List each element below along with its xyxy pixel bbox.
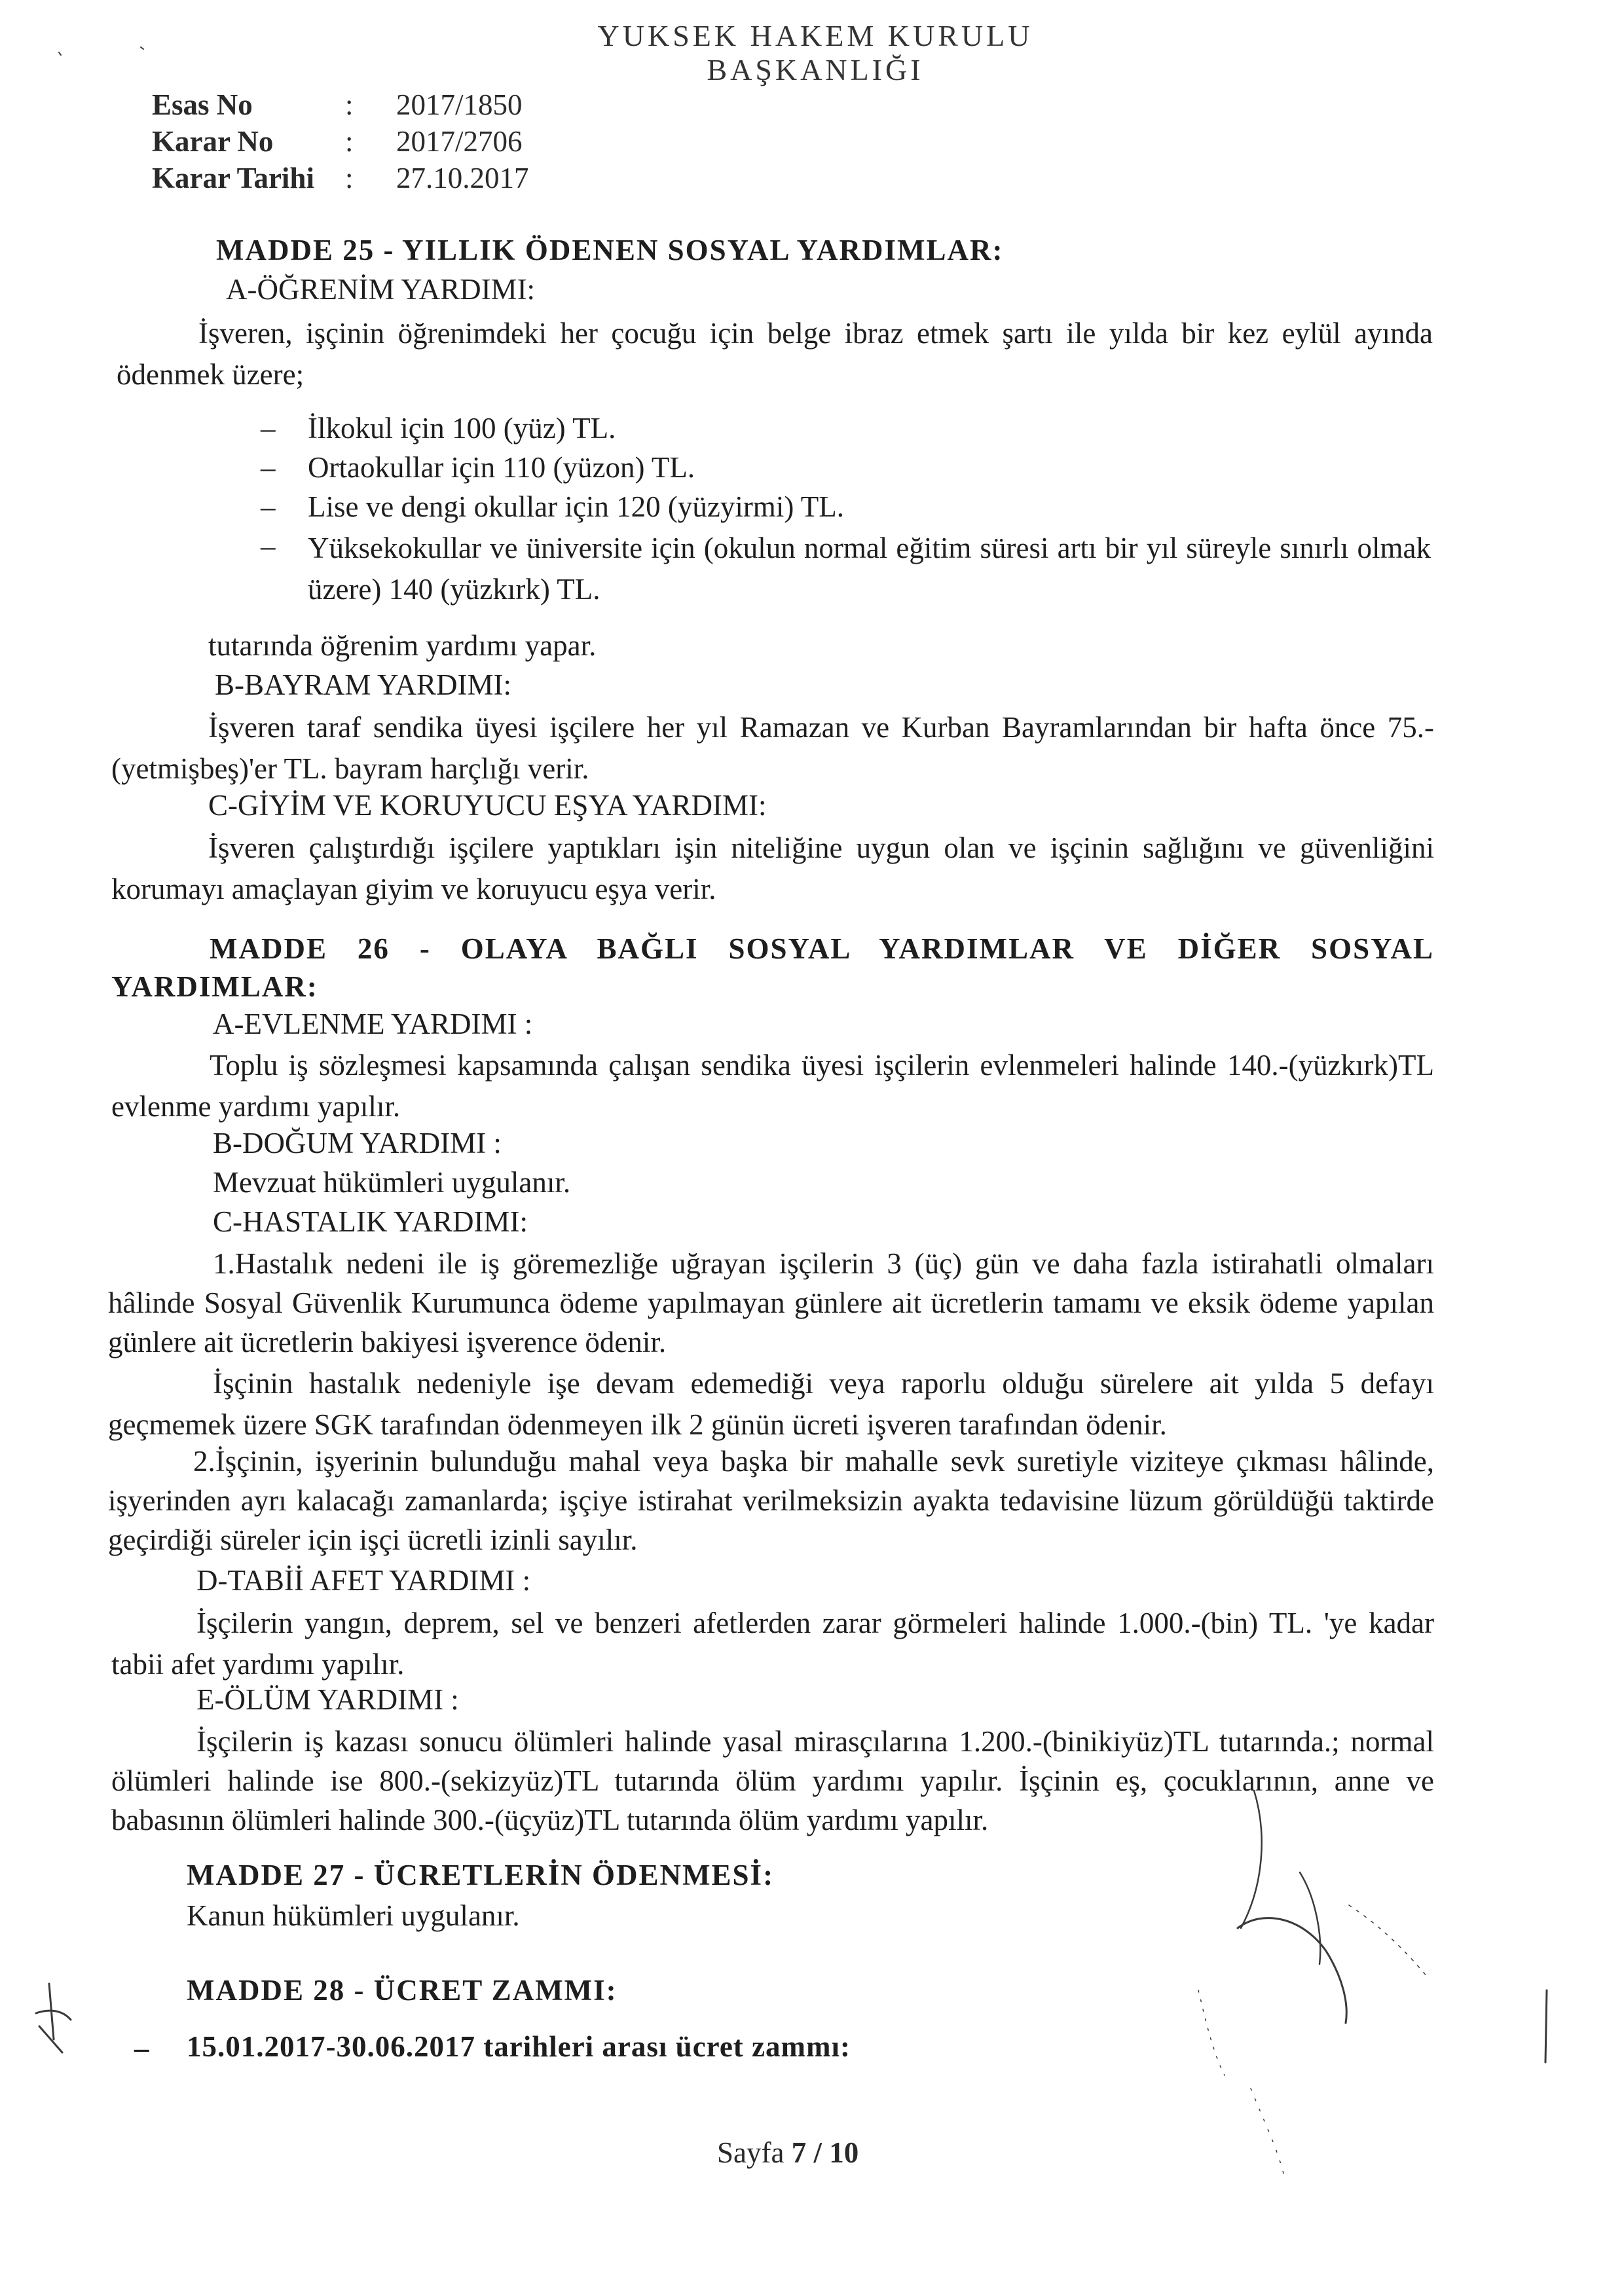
dogum-yardimi-title: B-DOĞUM YARDIMI : <box>213 1127 502 1159</box>
initial-stroke <box>36 2011 71 2020</box>
hastalik-yardimi-p3: 2.İşçinin, işyerinin bulunduğu mahal veya başka bir mahalle sevk suretiyle viziteye çıkması hâlinde, işyerinden ayrı kalacağı zamanlarda; işçiye istirahat verilmeksizin ayakta tedavisine lüzum görüldüğü taktirde geçirdiği süreler için işçi ücretli izinli sayılır. <box>108 1445 1434 1556</box>
ogrenim-yardimi-title: A-ÖĞRENİM YARDIMI: <box>226 273 536 306</box>
evlenme-yardimi-text: Toplu iş sözleşmesi kapsamında çalışan sendika üyesi işçilerin evlenmeleri halinde 140.-(yüzkırk)TL evlenme yardımı yapılır. <box>111 1049 1434 1123</box>
karar-tarihi-value: 27.10.2017 <box>396 162 529 194</box>
initial-stroke <box>39 2026 62 2052</box>
esas-no-label: Esas No <box>152 88 253 121</box>
karar-tarihi-sep: : <box>345 162 354 194</box>
olum-yardimi-text: İşçilerin iş kazası sonucu ölümleri halinde yasal mirasçılarına 1.200.-(binikiyüz)TL tutarında.; normal ölümleri halinde ise 800.-(sekizyüz)TL tutarında ölüm yardımı yapılır. İşçinin eş, çocuklarının, anne ve babasının ölümleri halinde 300.-(üçyüz)TL tutarında ölüm yardımı yapılır. <box>111 1725 1434 1836</box>
list-bullet: – <box>261 412 276 445</box>
madde-27-text: Kanun hükümleri uygulanır. <box>187 1899 520 1932</box>
dogum-yardimi-text: Mevzuat hükümleri uygulanır. <box>213 1166 571 1199</box>
madde-26-title: MADDE 26 - OLAYA BAĞLI SOSYAL YARDIMLAR VE DİĞER SOSYAL YARDIMLAR: <box>111 932 1434 1003</box>
page-label: Sayfa <box>717 2136 784 2169</box>
list-bullet: – <box>261 451 276 484</box>
afet-yardimi-text: İşçilerin yangın, deprem, sel ve benzeri afetlerden zarar görmeleri halinde 1.000.-(bin) TL. 'ye kadar tabii afet yardımı yapılır. <box>111 1607 1434 1681</box>
madde-27-title: MADDE 27 - ÜCRETLERİN ÖDENMESİ: <box>187 1859 775 1891</box>
org-name-line2: BAŞKANLIĞI <box>707 53 924 86</box>
speck <box>141 47 143 49</box>
olum-yardimi-title: E-ÖLÜM YARDIMI : <box>196 1683 459 1716</box>
karar-no-label: Karar No <box>152 125 274 158</box>
karar-tarihi-label: Karar Tarihi <box>152 162 314 194</box>
hastalik-yardimi-p1: 1.Hastalık nedeni ile iş göremezliğe uğrayan işçilerin 3 (üç) gün ve daha fazla istirahatli olmaları hâlinde Sosyal Güvenlik Kurumunca ödeme yapılmayan günlere ait ücretlerin tamamı ve eksik ödeme yapılan günlere ait ücretlerin bakiyesi işverence ödenir. <box>108 1247 1434 1358</box>
list-item: Lise ve dengi okullar için 120 (yüzyirmi) TL. <box>308 490 844 523</box>
hastalik-yardimi-title: C-HASTALIK YARDIMI: <box>213 1205 528 1238</box>
signature-stroke <box>1349 1905 1428 1977</box>
list-bullet: – <box>261 490 276 523</box>
list-item: Ortaokullar için 110 (yüzon) TL. <box>308 451 695 484</box>
signature-stroke <box>1198 1990 1225 2075</box>
afet-yardimi-title: D-TABİİ AFET YARDIMI : <box>196 1564 531 1597</box>
list-item: İlkokul için 100 (yüz) TL. <box>308 412 616 445</box>
karar-no-value: 2017/2706 <box>396 125 523 158</box>
bayram-yardimi-text: İşveren taraf sendika üyesi işçilere her yıl Ramazan ve Kurban Bayramlarından bir hafta önce 75.-(yetmişbeş)'er TL. bayram harçlığı verir. <box>111 711 1434 785</box>
karar-no-sep: : <box>345 125 354 158</box>
hastalik-yardimi-p2: İşçinin hastalık nedeniyle işe devam edemediği veya raporlu olduğu sürelere ait yılda 5 defayı geçmemek üzere SGK tarafından ödenmeyen ilk 2 günün ücreti işveren tarafından ödenir. <box>108 1367 1434 1441</box>
giyim-yardimi-text: İşveren çalıştırdığı işçilere yaptıkları işin niteliğine uygun olan ve işçinin sağlığını ve güvenliğini korumayı amaçlayan giyim ve koruyucu eşya verir. <box>111 831 1434 905</box>
speck <box>59 52 61 55</box>
list-bullet: – <box>261 530 276 562</box>
ogrenim-yardimi-outro: tutarında öğrenim yardımı yapar. <box>208 629 597 662</box>
list-bullet: – <box>134 2032 149 2064</box>
margin-mark <box>1545 1990 1547 2062</box>
signature-stroke <box>1251 2088 1283 2174</box>
signature-stroke <box>1238 1918 1346 2023</box>
esas-no-sep: : <box>345 88 354 121</box>
madde-28-title: MADDE 28 - ÜCRET ZAMMI: <box>187 1974 618 2007</box>
signature-stroke <box>1300 1872 1320 1964</box>
madde-25-title: MADDE 25 - YILLIK ÖDENEN SOSYAL YARDIMLAR: <box>216 234 1004 266</box>
esas-no-value: 2017/1850 <box>396 88 523 121</box>
org-name-line1: YUKSEK HAKEM KURULU <box>597 19 1033 52</box>
bayram-yardimi-title: B-BAYRAM YARDIMI: <box>215 668 511 701</box>
giyim-yardimi-title: C-GİYİM VE KORUYUCU EŞYA YARDIMI: <box>208 789 767 822</box>
evlenme-yardimi-title: A-EVLENME YARDIMI : <box>213 1008 533 1040</box>
page-count: 7 / 10 <box>791 2136 859 2169</box>
signature-stroke <box>1241 1791 1262 1928</box>
ogrenim-yardimi-intro: İşveren, işçinin öğrenimdeki her çocuğu için belge ibraz etmek şartı ile yılda bir kez eylül ayında ödenmek üzere; <box>117 317 1433 391</box>
ucret-zammi-item: 15.01.2017-30.06.2017 tarihleri arası ücret zammı: <box>187 2030 851 2063</box>
list-item: Yüksekokullar ve üniversite için (okulun normal eğitim süresi artı bir yıl süreyle sınırlı olmak üzere) 140 (yüzkırk) TL. <box>308 532 1431 606</box>
